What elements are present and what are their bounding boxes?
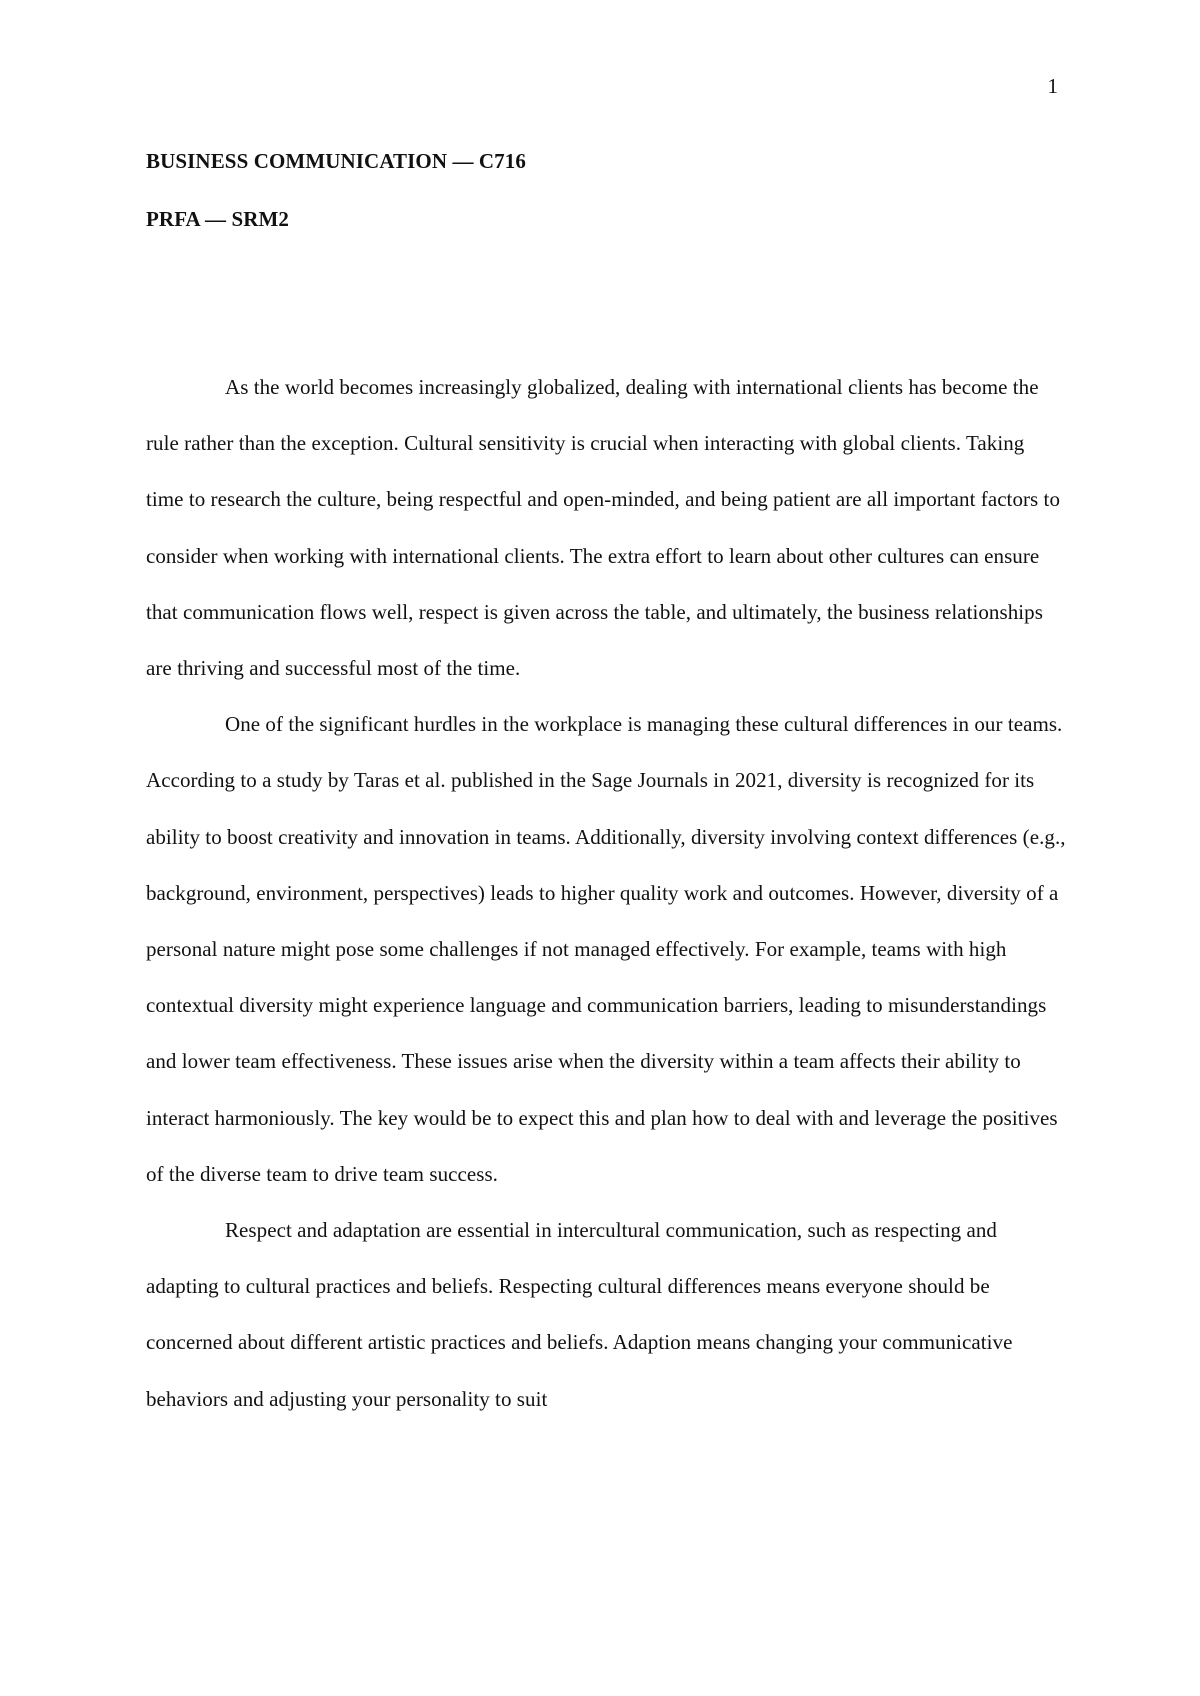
- course-title: BUSINESS COMMUNICATION — C716: [146, 149, 526, 173]
- paragraph-cultural-differences: One of the significant hurdles in the workplace is managing these cultural differences in our teams. According to a study by Taras et al. published in the Sage Journals in 2021, diversity is recognized for its ability to boost creativity and innovation in teams. Additionally, diversity involving context differences (e.g., background, environment, perspectives) leads to higher quality work and outcomes. However, diversity of a personal nature might pose some challenges if not managed effectively. For example, teams with high contextual diversity might experience language and communication barriers, leading to misunderstandings and lower team effectiveness. These issues arise when the diversity within a team affects their ability to interact harmoniously. The key would be to expect this and plan how to deal with and leverage the positives of the diverse team to drive team success.: [146, 712, 1066, 1186]
- paragraph-respect-adaptation: Respect and adaptation are essential in intercultural communication, such as respecting and adapting to cultural practices and beliefs. Respecting cultural differences means everyone should be concerned about different artistic practices and beliefs. Adaption means changing your communicative behaviors and adjusting your personality to suit: [146, 1218, 1013, 1411]
- page-number: 1: [1047, 74, 1058, 98]
- course-code: PRFA — SRM2: [146, 207, 290, 231]
- body-text: [146, 359, 1067, 1427]
- paragraph-globalization: As the world becomes increasingly globalized, dealing with international clients has become the rule rather than the exception. Cultural sensitivity is crucial when interacting with global clients. Taking time to research the culture, being respectful and open-minded, and being patient are all important factors to consider when working with international clients. The extra effort to learn about other cultures can ensure that communication flows well, respect is given across the table, and ultimately, the business relationships are thriving and successful most of the time.: [146, 375, 1060, 681]
